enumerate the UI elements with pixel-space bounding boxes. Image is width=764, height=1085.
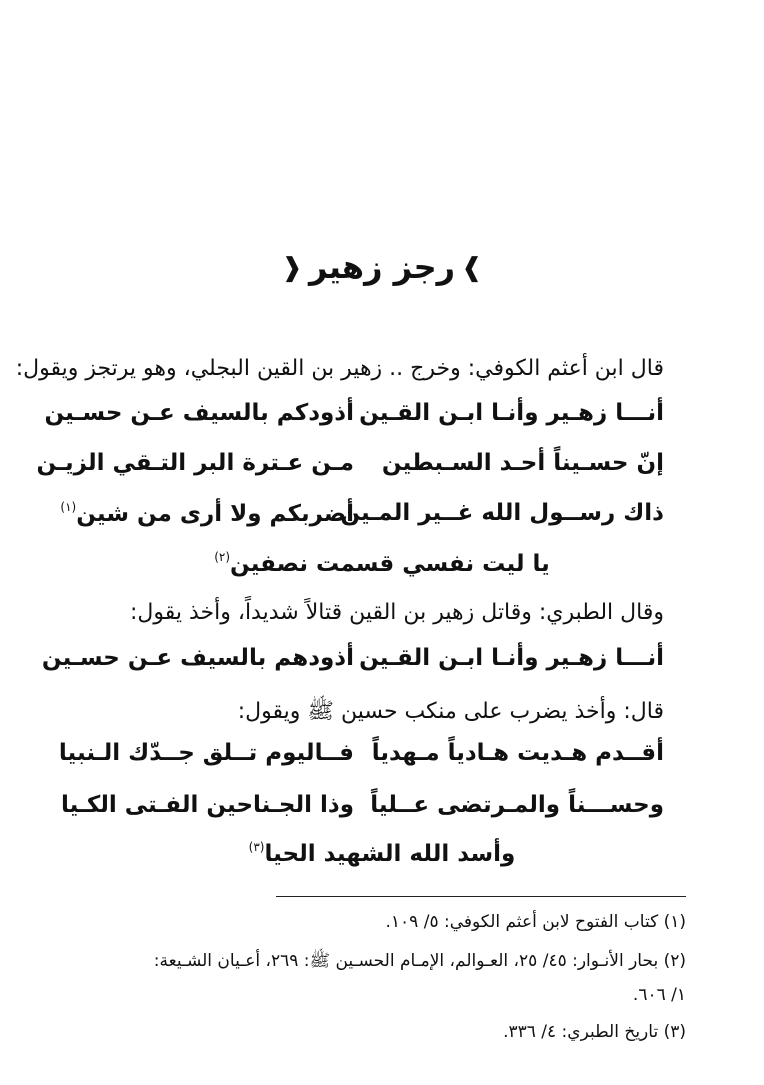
footnote-1: (١) كتاب الفتوح لابن أعثم الكوفي: ٥/ ١٠٩. bbox=[385, 912, 686, 932]
verse-hemistich-first: أنـــا زهـير وأنـا ابـن القـين bbox=[359, 400, 664, 426]
verse-hemistich-first: ذاك رســول الله غــير المـين bbox=[340, 500, 664, 526]
footnote-divider bbox=[276, 896, 686, 897]
single-verse-1 bbox=[0, 550, 764, 577]
verse-hemistich-second bbox=[60, 500, 354, 527]
intro-paragraph-1: قال ابن أعثم الكوفي: وخرج .. زهير بن القين البجلي، وهو يرتجز ويقول: bbox=[15, 356, 664, 381]
verse-hemistich-first: أقــدم هـديت هـادياً مـهدياً bbox=[371, 740, 664, 766]
footnote-2: (٢) بحار الأنـوار: ٤٥/ ٢٥، العـوالم، الإمـام الحسـين ﷺ: ٢٦٩، أعـيان الشـيعة: bbox=[153, 951, 686, 971]
intro-paragraph-3: قال: وأخذ يضرب على منكب حسين ﷺ ويقول: bbox=[237, 699, 664, 724]
verse-hemistich-second: مـن عـترة البر التـقي الزيـن bbox=[36, 450, 354, 476]
verse-line bbox=[36, 450, 664, 476]
verse-hemistich-first: إنّ حسـيناً أحـد السـبطين bbox=[381, 450, 664, 476]
ornament-left: ❰ bbox=[281, 253, 303, 283]
verse-text: وأسد الله الشهيد الحيا bbox=[264, 841, 516, 867]
verse-text: أضربكم ولا أرى من شين bbox=[76, 501, 354, 527]
verse-hemistich-first: أنـــا زهـير وأنـا ابـن القـين bbox=[359, 645, 664, 671]
verse-hemistich-second: فــاليوم تــلق جــدّك الـنبيا bbox=[58, 740, 354, 766]
verse-text: يا ليت نفسي قسمت نصفين bbox=[230, 551, 550, 577]
verse-hemistich-second: أذودكم بالسيف عـن حسـين bbox=[44, 400, 354, 426]
page-title bbox=[0, 248, 764, 286]
verse-line bbox=[41, 645, 664, 671]
verse-line bbox=[60, 500, 664, 527]
intro-paragraph-2: وقال الطبري: وقاتل زهير بن القين قتالاً شديداً، وأخذ يقول: bbox=[129, 600, 664, 625]
ornament-right: ❱ bbox=[461, 253, 483, 283]
footnote-marker: (١) bbox=[60, 500, 77, 514]
verse-hemistich-second: وذا الجـناحين الفـتى الكـيا bbox=[60, 792, 354, 818]
verse-hemistich-second: أذودهم بالسيف عـن حسـين bbox=[41, 645, 354, 671]
verse-line bbox=[44, 400, 664, 426]
verse-hemistich-first: وحســـناً والمـرتضى عــلياً bbox=[370, 792, 664, 818]
single-verse-2 bbox=[0, 840, 764, 867]
footnote-marker: (٣) bbox=[248, 840, 265, 854]
title-text: رجز زهير bbox=[308, 248, 456, 286]
footnote-2-continued: ١/ ٦٠٦. bbox=[632, 985, 686, 1005]
footnote-3: (٣) تاريخ الطبري: ٤/ ٣٣٦. bbox=[503, 1022, 686, 1042]
footnote-marker: (٢) bbox=[214, 550, 231, 564]
verse-line bbox=[58, 740, 664, 766]
verse-line bbox=[60, 792, 664, 818]
